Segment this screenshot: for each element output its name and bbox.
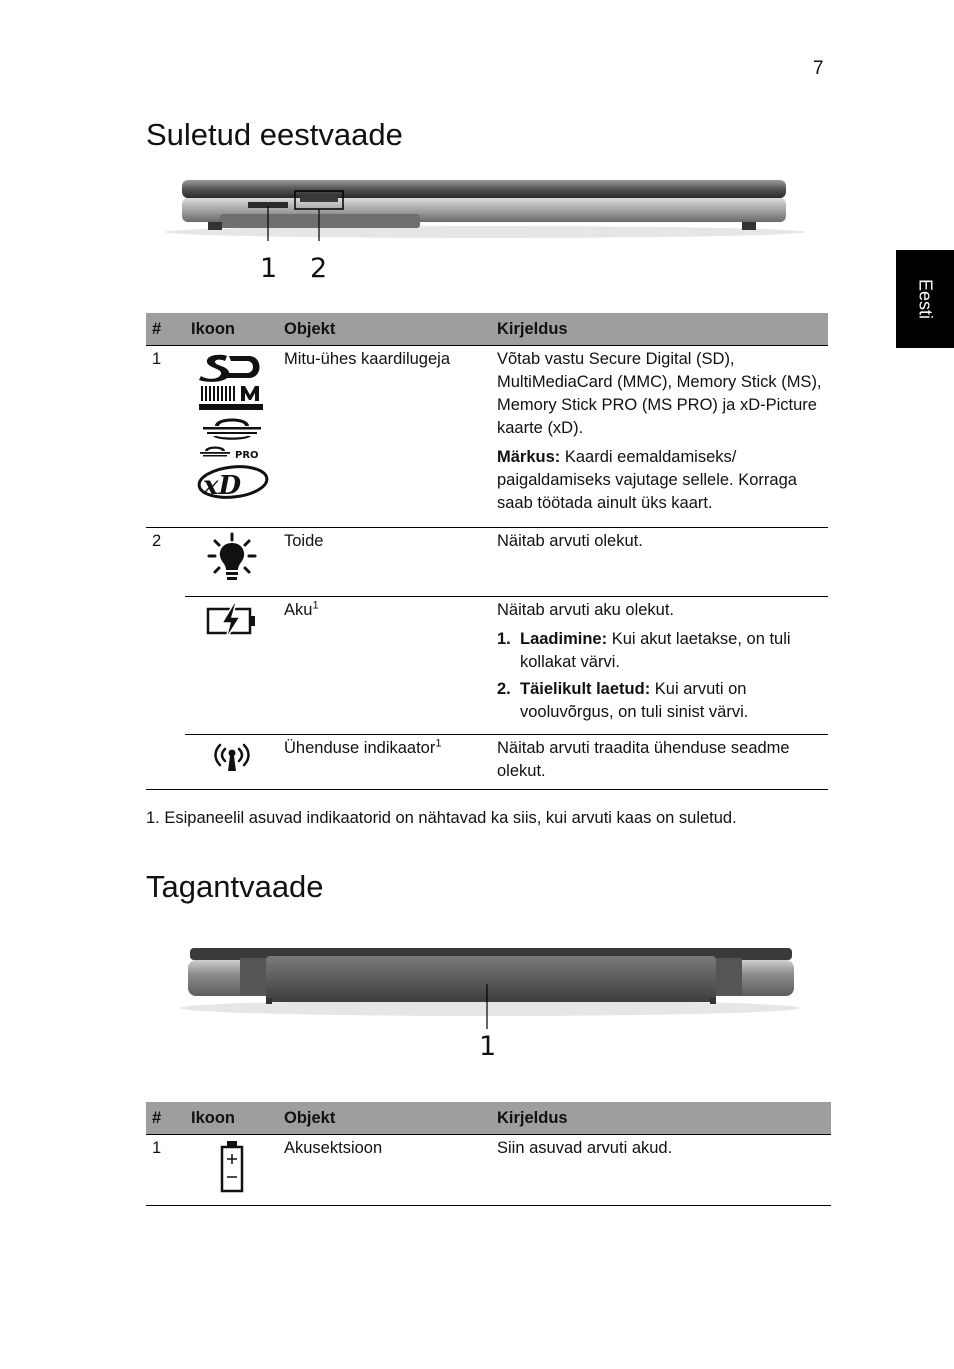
row-object: Mitu-ühes kaardilugeja — [278, 346, 491, 528]
header-description: Kirjeldus — [491, 313, 828, 346]
row-description: Näitab arvuti traadita ühenduse seadme olekut. — [491, 735, 828, 790]
list-number: 2. — [497, 680, 511, 698]
description-text: Võtab vastu Secure Digital (SD), MultiMediaCard (MMC), Memory Stick (MS), Memory Stick PRO (MS PRO) ja xD-Picture kaarte (xD). — [497, 350, 822, 437]
callout-1: 1 — [479, 1031, 497, 1062]
memory-stick-pro-icon — [197, 442, 267, 464]
description-text: Näitab arvuti aku olekut. — [497, 601, 675, 619]
sd-card-icon — [197, 350, 267, 384]
footnote-ref: 1 — [435, 737, 442, 750]
page-number: 7 — [813, 58, 824, 79]
table-row — [146, 346, 828, 528]
memory-stick-pro-label: PRO — [234, 450, 259, 461]
object-label: Ühenduse indikaator — [284, 739, 436, 757]
rear-view-table — [146, 1102, 831, 1206]
callout-1: 1 — [260, 253, 278, 284]
header-icon: Ikoon — [185, 1102, 278, 1135]
row-object — [278, 735, 491, 790]
header-icon: Ikoon — [185, 313, 278, 346]
svg-text:xD: xD — [202, 471, 241, 500]
laptop-rear-view-image — [170, 944, 810, 1029]
battery-icon — [217, 1139, 247, 1193]
row-icons — [185, 346, 278, 528]
memory-stick-icon — [197, 412, 267, 442]
row-icon — [185, 735, 278, 790]
header-object: Objekt — [278, 313, 491, 346]
row-description — [491, 597, 828, 735]
row-object: Akusektsioon — [278, 1135, 491, 1206]
multimediacard-icon — [197, 384, 267, 412]
note-body: Kaardi eemaldamiseks/ paigaldamiseks vajutage sellele. Korraga saab töötada ainult üks kaart. — [497, 448, 797, 512]
header-num: # — [146, 1102, 185, 1135]
front-view-table — [146, 313, 828, 790]
row-object — [278, 597, 491, 735]
header-num: # — [146, 313, 185, 346]
object-label: Aku — [284, 601, 313, 619]
row-description — [491, 346, 828, 528]
list-item — [497, 678, 822, 724]
note-label: Märkus: — [497, 448, 561, 466]
power-bulb-icon — [207, 532, 257, 584]
language-tab — [896, 250, 954, 348]
row-icon — [185, 528, 278, 597]
row-description: Siin asuvad arvuti akud. — [491, 1135, 831, 1206]
table-row — [146, 528, 828, 597]
list-item — [497, 628, 822, 674]
row-object: Toide — [284, 532, 324, 550]
list-text: Kui akut laetakse, on tuli kollakat värvi. — [520, 630, 791, 671]
table-header — [146, 1102, 831, 1135]
wireless-icon — [210, 739, 254, 773]
row-number: 1 — [146, 1135, 185, 1206]
list-label: Täielikult laetud: — [520, 680, 651, 698]
header-description: Kirjeldus — [491, 1102, 831, 1135]
table-row — [146, 735, 828, 790]
table-row — [146, 1135, 831, 1206]
xd-picture-icon — [195, 464, 269, 500]
callout-2: 2 — [310, 253, 328, 284]
table-row — [146, 597, 828, 735]
status-list — [497, 628, 822, 724]
laptop-front-view-image — [160, 176, 810, 241]
list-text: Kui arvuti on vooluvõrgus, on tuli sinist värvi. — [520, 680, 749, 721]
row-icon — [185, 1135, 278, 1206]
row-number: 2 — [146, 528, 185, 790]
header-object: Objekt — [278, 1102, 491, 1135]
section-title-front: Suletud eestvaade — [146, 117, 403, 152]
footnote-ref: 1 — [312, 599, 319, 612]
row-icon — [185, 597, 278, 735]
row-description: Näitab arvuti olekut. — [497, 532, 643, 550]
language-tab-label: Eesti — [915, 278, 936, 320]
footnote: 1. Esipaneelil asuvad indikaatorid on nähtavad ka siis, kui arvuti kaas on suletud. — [146, 809, 737, 827]
note-text — [497, 446, 822, 515]
row-number: 1 — [146, 346, 185, 528]
table-header — [146, 313, 828, 346]
battery-charge-icon — [204, 601, 260, 641]
list-label: Laadimine: — [520, 630, 608, 648]
list-number: 1. — [497, 630, 511, 648]
section-title-rear: Tagantvaade — [146, 869, 324, 904]
